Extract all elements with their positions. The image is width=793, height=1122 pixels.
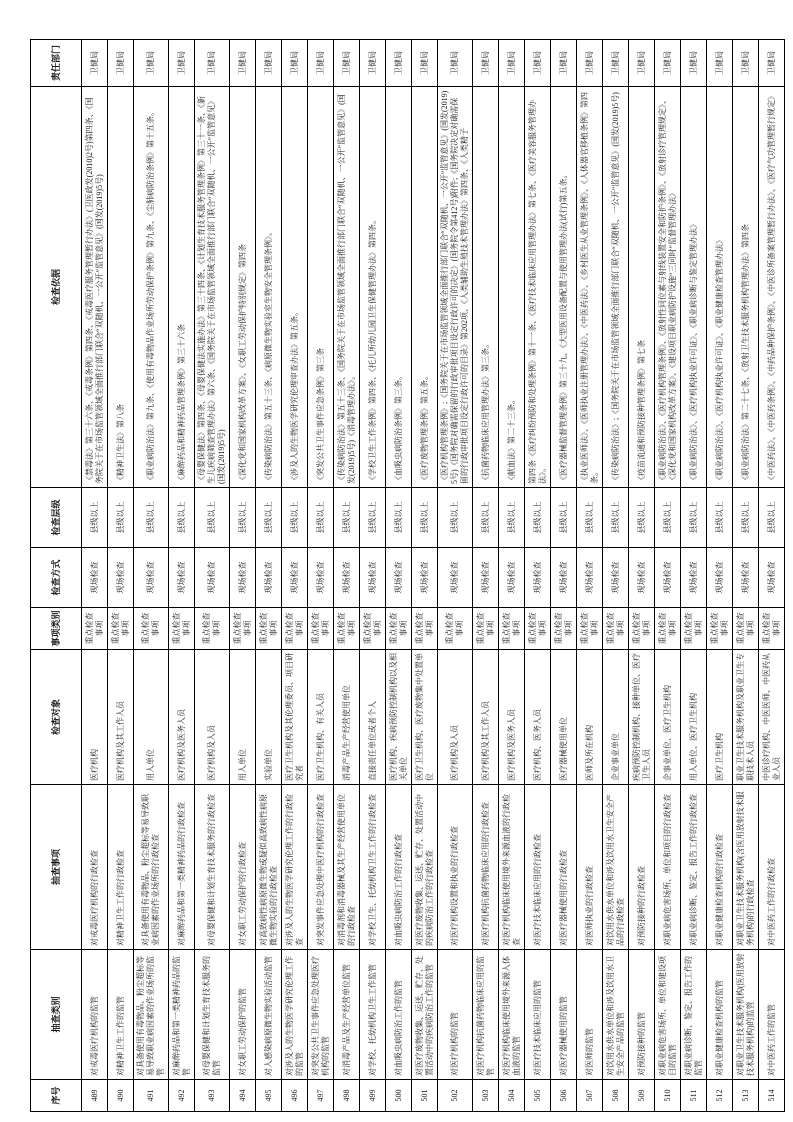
item-cell: 对涉及人的生物医学研究伦理工作的行政检查 bbox=[282, 785, 308, 950]
level-cell: 县级以上 bbox=[386, 488, 412, 548]
target-cell: 用人单位 bbox=[230, 650, 256, 785]
table-row bbox=[412, 40, 438, 1112]
col-header-department: 责任部门 bbox=[31, 40, 82, 87]
rotated-table-container bbox=[30, 38, 785, 1112]
department-cell: 卫健局 bbox=[82, 40, 108, 87]
level-cell: 县级以上 bbox=[438, 488, 473, 548]
level-cell: 县级以上 bbox=[282, 488, 308, 548]
category-cell: 对具备使用有毒物品、粉尘超标等易导致职业病因素的作业场所的监管 bbox=[134, 950, 169, 1080]
serial-cell: 496 bbox=[282, 1080, 308, 1112]
item-cell: 对血吸虫病防治工作的行政检查 bbox=[386, 785, 412, 950]
method-cell: 现场检查 bbox=[195, 548, 230, 608]
basis-cell: 《禁毒法》第三十六条、《戒毒条例》第四条、《戒毒医疗服务管理暂行办法》(卫医政发(2010)2号)第四条、《国务院关于在市场监管领域全面推行部门联合“双随机、一公开”监管意见》(国发(2019)5号) bbox=[82, 87, 108, 488]
type-cell: 重点检查事项 bbox=[551, 608, 577, 650]
type-cell: 重点检查事项 bbox=[473, 608, 499, 650]
serial-cell: 493 bbox=[195, 1080, 230, 1112]
target-cell: 医疗机构及其工作人员 bbox=[108, 650, 134, 785]
target-cell: 医疗机构、医务人员 bbox=[525, 650, 551, 785]
target-cell: 直接责任单位或者个人 bbox=[360, 650, 386, 785]
department-cell: 卫健局 bbox=[134, 40, 169, 87]
table-row bbox=[134, 40, 169, 1112]
item-cell: 对职业健康检查机构的行政检查 bbox=[707, 785, 733, 950]
department-cell: 卫健局 bbox=[334, 40, 360, 87]
department-cell: 卫健局 bbox=[256, 40, 282, 87]
method-cell: 现场检查 bbox=[108, 548, 134, 608]
method-cell: 现场检查 bbox=[438, 548, 473, 608]
level-cell: 县级以上 bbox=[108, 488, 134, 548]
type-cell: 重点检查事项 bbox=[525, 608, 551, 650]
target-cell: 职业卫生技术服务机构及职业卫生专职技术人员 bbox=[733, 650, 759, 785]
basis-cell: 《职业病防治法》、《医疗机构执业许可证》、《职业健康检查管理办法》 bbox=[707, 87, 733, 488]
type-cell: 重点检查事项 bbox=[230, 608, 256, 650]
item-cell: 对医疗机构抗菌药物临床应用的行政检查 bbox=[473, 785, 499, 950]
department-cell: 卫健局 bbox=[681, 40, 707, 87]
category-cell: 对医疗技术临床应用的监管 bbox=[525, 950, 551, 1080]
level-cell: 县级以上 bbox=[308, 488, 334, 548]
type-cell: 重点检查事项 bbox=[499, 608, 525, 650]
basis-cell: 《职业病防治法》第九条、《使用有毒物品作业场所劳动保护条例》第九条、《尘肺病防治条例》第十五条。 bbox=[134, 87, 169, 488]
level-cell: 县级以上 bbox=[707, 488, 733, 548]
type-cell: 重点检查事项 bbox=[108, 608, 134, 650]
basis-cell: 《传染病防治法》第五十三条、《国务院关于在市场监管领域全面推行部门联合“双随机、一公开”监管意见》(国发(2019)5号)《消毒管理办法》。 bbox=[334, 87, 360, 488]
table-body bbox=[82, 40, 785, 1112]
level-cell: 县级以上 bbox=[134, 488, 169, 548]
category-cell: 对母婴保健和计划生育技术服务的监管 bbox=[195, 950, 230, 1080]
category-cell: 对麻醉药品和第一类精神药品的监管 bbox=[169, 950, 195, 1080]
table-row bbox=[386, 40, 412, 1112]
method-cell: 现场检查 bbox=[230, 548, 256, 608]
category-cell: 对职业病危害场所、单位和建设项目的监管 bbox=[655, 950, 681, 1080]
category-cell: 对医疗机构抗菌药物临床应用的监管 bbox=[473, 950, 499, 1080]
table-row bbox=[334, 40, 360, 1112]
serial-cell: 491 bbox=[134, 1080, 169, 1112]
basis-cell: 《突发公共卫生事件应急条例》第三条 bbox=[308, 87, 334, 488]
col-header-type: 事项类别 bbox=[31, 608, 82, 650]
item-cell: 对医疗器械使用的行政检查 bbox=[551, 785, 577, 950]
level-cell: 县级以上 bbox=[551, 488, 577, 548]
department-cell: 卫健局 bbox=[169, 40, 195, 87]
basis-cell: 第四条《医疗纠纷预防和处理条例》第十一条、《医疗技术临床应用管理办法》第七条、《医疗美容服务管理办法》。 bbox=[525, 87, 551, 488]
serial-cell: 501 bbox=[412, 1080, 438, 1112]
item-cell: 对医疗机构临床使用境外来源血液的行政检查 bbox=[499, 785, 525, 950]
table-row bbox=[282, 40, 308, 1112]
basis-cell: 《传染病防治法》;《国务院关于在市场监管领域全面推行部门联合“双随机、一公开”监管意见》(国发(2019)5号) bbox=[603, 87, 629, 488]
serial-cell: 508 bbox=[603, 1080, 629, 1112]
method-cell: 现场检查 bbox=[334, 548, 360, 608]
department-cell: 卫健局 bbox=[195, 40, 230, 87]
category-cell: 对职业病诊断、鉴定、报告工作的监管 bbox=[681, 950, 707, 1080]
target-cell: 医疗卫生机构 bbox=[707, 650, 733, 785]
serial-cell: 504 bbox=[499, 1080, 525, 1112]
item-cell: 对学校卫生、托幼机构卫生工作的行政检查 bbox=[360, 785, 386, 950]
table-row bbox=[195, 40, 230, 1112]
table-row bbox=[108, 40, 134, 1112]
category-cell: 对医疗器械使用的监管 bbox=[551, 950, 577, 1080]
method-cell: 现场检查 bbox=[551, 548, 577, 608]
type-cell: 重点检查事项 bbox=[759, 608, 785, 650]
type-cell: 重点检查事项 bbox=[360, 608, 386, 650]
serial-cell: 513 bbox=[733, 1080, 759, 1112]
level-cell: 县级以上 bbox=[733, 488, 759, 548]
level-cell: 县级以上 bbox=[759, 488, 785, 548]
target-cell: 企业事业单位 bbox=[603, 650, 629, 785]
inspection-items-table bbox=[30, 39, 785, 1112]
type-cell: 重点检查事项 bbox=[134, 608, 169, 650]
item-cell: 对职业卫生技术服务机构(含医用放射技术服务机构)的行政检查 bbox=[733, 785, 759, 950]
department-cell: 卫健局 bbox=[108, 40, 134, 87]
level-cell: 县级以上 bbox=[629, 488, 655, 548]
department-cell: 卫健局 bbox=[412, 40, 438, 87]
col-header-item: 抽查事项 bbox=[31, 785, 82, 950]
basis-cell: 《精神卫生法》第八条 bbox=[108, 87, 134, 488]
method-cell: 现场检查 bbox=[733, 548, 759, 608]
table-row bbox=[438, 40, 473, 1112]
target-cell: 消毒产品生产经营使用单位 bbox=[334, 650, 360, 785]
serial-cell: 490 bbox=[108, 1080, 134, 1112]
type-cell: 重点检查事项 bbox=[577, 608, 603, 650]
category-cell: 对职业健康检查机构的监管 bbox=[707, 950, 733, 1080]
col-header-method: 检查方式 bbox=[31, 548, 82, 608]
department-cell: 卫健局 bbox=[707, 40, 733, 87]
table-row bbox=[551, 40, 577, 1112]
level-cell: 县级以上 bbox=[603, 488, 629, 548]
basis-cell: 《麻醉药品和精神药品管理条例》第三十六条 bbox=[169, 87, 195, 488]
basis-cell: 《疫苗流通和预防接种管理条例》第七条 bbox=[629, 87, 655, 488]
department-cell: 卫健局 bbox=[551, 40, 577, 87]
item-cell: 对高致病性病原微生物或疑似高致病性病原微生物实验的行政检查 bbox=[256, 785, 282, 950]
category-cell: 对涉及人的生物医学研究伦理工作的监管 bbox=[282, 950, 308, 1080]
department-cell: 卫健局 bbox=[629, 40, 655, 87]
method-cell: 现场检查 bbox=[412, 548, 438, 608]
basis-cell: 《母婴保健法》第四条、《母婴保健法实施办法》第三十四条、《计划生育技术服务管理条例》第三十一条、《新生儿疾病筛查管理办法》第六条、《国务院关于在市场监管领域全面推行部门联合“双随机、一公开”监管意见》(国发(2019)5号) bbox=[195, 87, 230, 488]
category-cell: 对医师的监管 bbox=[577, 950, 603, 1080]
serial-cell: 506 bbox=[551, 1080, 577, 1112]
target-cell: 医师及所在机构 bbox=[577, 650, 603, 785]
type-cell: 重点检查事项 bbox=[412, 608, 438, 650]
col-header-target: 检查对象 bbox=[31, 650, 82, 785]
table-row bbox=[360, 40, 386, 1112]
target-cell: 医疗机构 bbox=[82, 650, 108, 785]
department-cell: 卫健局 bbox=[603, 40, 629, 87]
item-cell: 对女职工劳动保护的行政检查 bbox=[230, 785, 256, 950]
department-cell: 卫健局 bbox=[655, 40, 681, 87]
category-cell: 对职业卫生技术服务机构(医用放射技术服务机构)的监管 bbox=[733, 950, 759, 1080]
serial-cell: 498 bbox=[334, 1080, 360, 1112]
level-cell: 县级以上 bbox=[499, 488, 525, 548]
basis-cell: 《职业病防治法》、《医疗机构管理条例》、《放射性同位素与射线装置安全和防护条例》、《放射诊疗管理规定》、《深化党和国家机构改革方案》、《建设项目职业病防护设施“三同时”监督管理办法》 bbox=[655, 87, 681, 488]
department-cell: 卫健局 bbox=[499, 40, 525, 87]
table-row bbox=[230, 40, 256, 1112]
type-cell: 重点检查事项 bbox=[733, 608, 759, 650]
method-cell: 现场检查 bbox=[282, 548, 308, 608]
method-cell: 现场检查 bbox=[655, 548, 681, 608]
target-cell: 医疗卫生机构、有关人员 bbox=[308, 650, 334, 785]
serial-cell: 489 bbox=[82, 1080, 108, 1112]
basis-cell: 《深化党和国家机构改革方案》、《女职工劳动保护特别规定》第四条 bbox=[230, 87, 256, 488]
serial-cell: 500 bbox=[386, 1080, 412, 1112]
table-row bbox=[733, 40, 759, 1112]
type-cell: 重点检查事项 bbox=[629, 608, 655, 650]
item-cell: 对职业病危害场所、单位和项目的行政检查 bbox=[655, 785, 681, 950]
type-cell: 重点检查事项 bbox=[603, 608, 629, 650]
type-cell: 重点检查事项 bbox=[386, 608, 412, 650]
level-cell: 县级以上 bbox=[195, 488, 230, 548]
target-cell: 疾病预防控制机构、接种单位、医疗卫生人员 bbox=[629, 650, 655, 785]
department-cell: 卫健局 bbox=[473, 40, 499, 87]
method-cell: 现场检查 bbox=[134, 548, 169, 608]
level-cell: 县级以上 bbox=[473, 488, 499, 548]
table-row bbox=[473, 40, 499, 1112]
type-cell: 重点检查事项 bbox=[438, 608, 473, 650]
department-cell: 卫健局 bbox=[308, 40, 334, 87]
target-cell: 用人单位、医疗卫生机构 bbox=[681, 650, 707, 785]
level-cell: 县级以上 bbox=[525, 488, 551, 548]
type-cell: 重点检查事项 bbox=[282, 608, 308, 650]
type-cell: 重点检查事项 bbox=[655, 608, 681, 650]
table-row bbox=[577, 40, 603, 1112]
level-cell: 县级以上 bbox=[334, 488, 360, 548]
item-cell: 对预防接种的行政检查 bbox=[629, 785, 655, 950]
target-cell: 医疗卫生机构、医疗废物集中处置单位 bbox=[412, 650, 438, 785]
basis-cell: 《执业医师法》、《医师执业注册管理办法》、《中医药法》、《乡村医生从业管理条例》、《人体器官移植条例》第四条。 bbox=[577, 87, 603, 488]
method-cell: 现场检查 bbox=[308, 548, 334, 608]
method-cell: 现场检查 bbox=[360, 548, 386, 608]
category-cell: 对预防接种的监管 bbox=[629, 950, 655, 1080]
level-cell: 县级以上 bbox=[412, 488, 438, 548]
item-cell: 对精神卫生工作的行政检查 bbox=[108, 785, 134, 950]
type-cell: 重点检查事项 bbox=[334, 608, 360, 650]
category-cell: 对学校、托幼机构卫生工作监管 bbox=[360, 950, 386, 1080]
serial-cell: 509 bbox=[629, 1080, 655, 1112]
type-cell: 重点检查事项 bbox=[256, 608, 282, 650]
col-header-basis: 检查依据 bbox=[31, 87, 82, 488]
col-header-category: 抽查类别 bbox=[31, 950, 82, 1080]
item-cell: 对具备使用有毒物品、粉尘超标等易导致职业病因素的作业场所的行政检查 bbox=[134, 785, 169, 950]
serial-cell: 497 bbox=[308, 1080, 334, 1112]
basis-cell: 《职业病防治法》、《医疗机构执业许可证》、《职业病诊断与鉴定管理办法》 bbox=[681, 87, 707, 488]
item-cell: 对医疗机构设置和执业的行政检查 bbox=[438, 785, 473, 950]
serial-cell: 512 bbox=[707, 1080, 733, 1112]
type-cell: 重点检查事项 bbox=[707, 608, 733, 650]
item-cell: 对医疗废物收集、运送、贮存、处置活动中的疾病防治工作的行政检查 bbox=[412, 785, 438, 950]
level-cell: 县级以上 bbox=[577, 488, 603, 548]
level-cell: 县级以上 bbox=[169, 488, 195, 548]
category-cell: 对突发公共卫生事件应急处理医疗机构的监管 bbox=[308, 950, 334, 1080]
basis-cell: 《职业病防治法》第二十七条、《放射卫生技术服务机构管理办法》第四条 bbox=[733, 87, 759, 488]
category-cell: 对精神卫生工作的监管 bbox=[108, 950, 134, 1080]
category-cell: 对医疗机构临床使用境外来源人体血液的监管 bbox=[499, 950, 525, 1080]
method-cell: 现场检查 bbox=[82, 548, 108, 608]
method-cell: 现场检查 bbox=[681, 548, 707, 608]
target-cell: 医疗机构及医务人员 bbox=[169, 650, 195, 785]
department-cell: 卫健局 bbox=[360, 40, 386, 87]
table-row bbox=[525, 40, 551, 1112]
basis-cell: 《传染病防治法》第五十三条、《病原微生物实验室生物安全管理条例》。 bbox=[256, 87, 282, 488]
serial-cell: 514 bbox=[759, 1080, 785, 1112]
type-cell: 重点检查事项 bbox=[169, 608, 195, 650]
serial-cell: 494 bbox=[230, 1080, 256, 1112]
category-cell: 对医疗机构的监管 bbox=[438, 950, 473, 1080]
type-cell: 重点检查事项 bbox=[195, 608, 230, 650]
item-cell: 对医师执业的行政检查 bbox=[577, 785, 603, 950]
table-row bbox=[629, 40, 655, 1112]
method-cell: 现场检查 bbox=[603, 548, 629, 608]
table-row bbox=[759, 40, 785, 1112]
level-cell: 县级以上 bbox=[82, 488, 108, 548]
level-cell: 县级以上 bbox=[360, 488, 386, 548]
basis-cell: 《涉及人的生物医学研究伦理审查办法》第五条。 bbox=[282, 87, 308, 488]
target-cell: 实验单位 bbox=[256, 650, 282, 785]
category-cell: 对饮用水供水单位和涉及饮用水卫生安全产品的监管 bbox=[603, 950, 629, 1080]
level-cell: 县级以上 bbox=[256, 488, 282, 548]
method-cell: 现场检查 bbox=[577, 548, 603, 608]
type-cell: 重点检查事项 bbox=[82, 608, 108, 650]
category-cell: 对医疗废物收集、运送、贮存、处置活动中的疾病防治工作的监管 bbox=[412, 950, 438, 1080]
level-cell: 县级以上 bbox=[230, 488, 256, 548]
table-header bbox=[31, 40, 82, 1112]
col-header-serial: 序号 bbox=[31, 1080, 82, 1112]
target-cell: 用人单位 bbox=[134, 650, 169, 785]
method-cell: 现场检查 bbox=[169, 548, 195, 608]
department-cell: 卫健局 bbox=[282, 40, 308, 87]
category-cell: 对中医药工作的监管 bbox=[759, 950, 785, 1080]
department-cell: 卫健局 bbox=[759, 40, 785, 87]
type-cell: 重点检查事项 bbox=[308, 608, 334, 650]
method-cell: 现场检查 bbox=[759, 548, 785, 608]
table-row bbox=[256, 40, 282, 1112]
method-cell: 现场检查 bbox=[525, 548, 551, 608]
target-cell: 医疗机构及医务人员 bbox=[499, 650, 525, 785]
department-cell: 卫健局 bbox=[525, 40, 551, 87]
level-cell: 县级以上 bbox=[681, 488, 707, 548]
method-cell: 现场检查 bbox=[473, 548, 499, 608]
category-cell: 对血吸虫病防治工作的监管 bbox=[386, 950, 412, 1080]
basis-cell: 《血吸虫病防治条例》第三条。 bbox=[386, 87, 412, 488]
method-cell: 现场检查 bbox=[499, 548, 525, 608]
department-cell: 卫健局 bbox=[733, 40, 759, 87]
item-cell: 对饮用水供水单位和涉及饮用水卫生安全产品的行政检查 bbox=[603, 785, 629, 950]
table-row bbox=[169, 40, 195, 1112]
table-row bbox=[603, 40, 629, 1112]
header-row bbox=[31, 40, 82, 1112]
department-cell: 卫健局 bbox=[438, 40, 473, 87]
basis-cell: 《医疗废物管理条例》第五条。 bbox=[412, 87, 438, 488]
table-row bbox=[82, 40, 108, 1112]
category-cell: 对女职工劳动保护的监管 bbox=[230, 950, 256, 1080]
target-cell: 医疗机构及人员 bbox=[438, 650, 473, 785]
department-cell: 卫健局 bbox=[230, 40, 256, 87]
item-cell: 对医疗技术临床应用的行政检查 bbox=[525, 785, 551, 950]
item-cell: 对戒毒医疗机构的行政检查 bbox=[82, 785, 108, 950]
target-cell: 医疗卫生机构及其伦理委员、项目研究者 bbox=[282, 650, 308, 785]
serial-cell: 510 bbox=[655, 1080, 681, 1112]
method-cell: 现场检查 bbox=[707, 548, 733, 608]
item-cell: 对消毒剂和消毒器械及其生产经营使用单位的行政检查 bbox=[334, 785, 360, 950]
item-cell: 对中医药工作的行政检查 bbox=[759, 785, 785, 950]
target-cell: 中医诊疗机构、中医医师、中医药从业人员 bbox=[759, 650, 785, 785]
basis-cell: 《学校卫生工作条例》第四条、《托儿所幼儿园卫生保健管理办法》第四条。 bbox=[360, 87, 386, 488]
serial-cell: 511 bbox=[681, 1080, 707, 1112]
target-cell: 医疗机构、疾病预防控制机构以及相关单位 bbox=[386, 650, 412, 785]
table-row bbox=[308, 40, 334, 1112]
serial-cell: 505 bbox=[525, 1080, 551, 1112]
department-cell: 卫健局 bbox=[577, 40, 603, 87]
col-header-level: 检查层级 bbox=[31, 488, 82, 548]
item-cell: 对突发事件应急处理中医疗机构的行政检查 bbox=[308, 785, 334, 950]
target-cell: 医疗器械使用单位 bbox=[551, 650, 577, 785]
serial-cell: 507 bbox=[577, 1080, 603, 1112]
table-row bbox=[499, 40, 525, 1112]
category-cell: 对戒毒医疗机构的监管 bbox=[82, 950, 108, 1080]
serial-cell: 492 bbox=[169, 1080, 195, 1112]
target-cell: 医疗机构及人员 bbox=[195, 650, 230, 785]
category-cell: 对人感染病原微生物实验活动监管 bbox=[256, 950, 282, 1080]
serial-cell: 502 bbox=[438, 1080, 473, 1112]
table-row bbox=[655, 40, 681, 1112]
item-cell: 对职业病诊断、鉴定、报告工作的行政检查 bbox=[681, 785, 707, 950]
item-cell: 对母婴保健和计划生育技术服务的行政检查 bbox=[195, 785, 230, 950]
target-cell: 医疗机构及其工作人员 bbox=[473, 650, 499, 785]
table-row bbox=[681, 40, 707, 1112]
basis-cell: 《献血法》第二十三条。 bbox=[499, 87, 525, 488]
basis-cell: 《医疗器械监督管理条例》第三十九、《大型医用设备配置与使用管理办法(试行)第五条。 bbox=[551, 87, 577, 488]
level-cell: 县级以上 bbox=[655, 488, 681, 548]
item-cell: 对麻醉药品和第一类精神药品的行政检查 bbox=[169, 785, 195, 950]
department-cell: 卫健局 bbox=[386, 40, 412, 87]
serial-cell: 503 bbox=[473, 1080, 499, 1112]
basis-cell: 《抗菌药物临床应用管理办法》第三条。 bbox=[473, 87, 499, 488]
target-cell: 企事业单位、医疗卫生机构 bbox=[655, 650, 681, 785]
serial-cell: 495 bbox=[256, 1080, 282, 1112]
serial-cell: 499 bbox=[360, 1080, 386, 1112]
method-cell: 现场检查 bbox=[386, 548, 412, 608]
type-cell: 重点检查事项 bbox=[681, 608, 707, 650]
basis-cell: 《中医药法》、《中医药条例》、《中药品种保护条例》、《中医诊所备案管理暂行办法》、《医疗气功管理暂行规定》 bbox=[759, 87, 785, 488]
method-cell: 现场检查 bbox=[256, 548, 282, 608]
basis-cell: 《医疗机构管理条例》;《国务院关于在市场监管领域全面推行部门联合“双随机、一公开”监管意见》(国发(2019)5号)《国务院对确需保留的行政审批项目设定行政许可的决定》(国务院令第412号)附件;《国务院决定对确需保留的行政审批项目设定行政许可的目录》第202项、《人类辅助生殖技术管理办法》第四条、《人类精子 bbox=[438, 87, 473, 488]
category-cell: 对消毒产品及生产经营单位监管 bbox=[334, 950, 360, 1080]
table-row bbox=[707, 40, 733, 1112]
method-cell: 现场检查 bbox=[629, 548, 655, 608]
